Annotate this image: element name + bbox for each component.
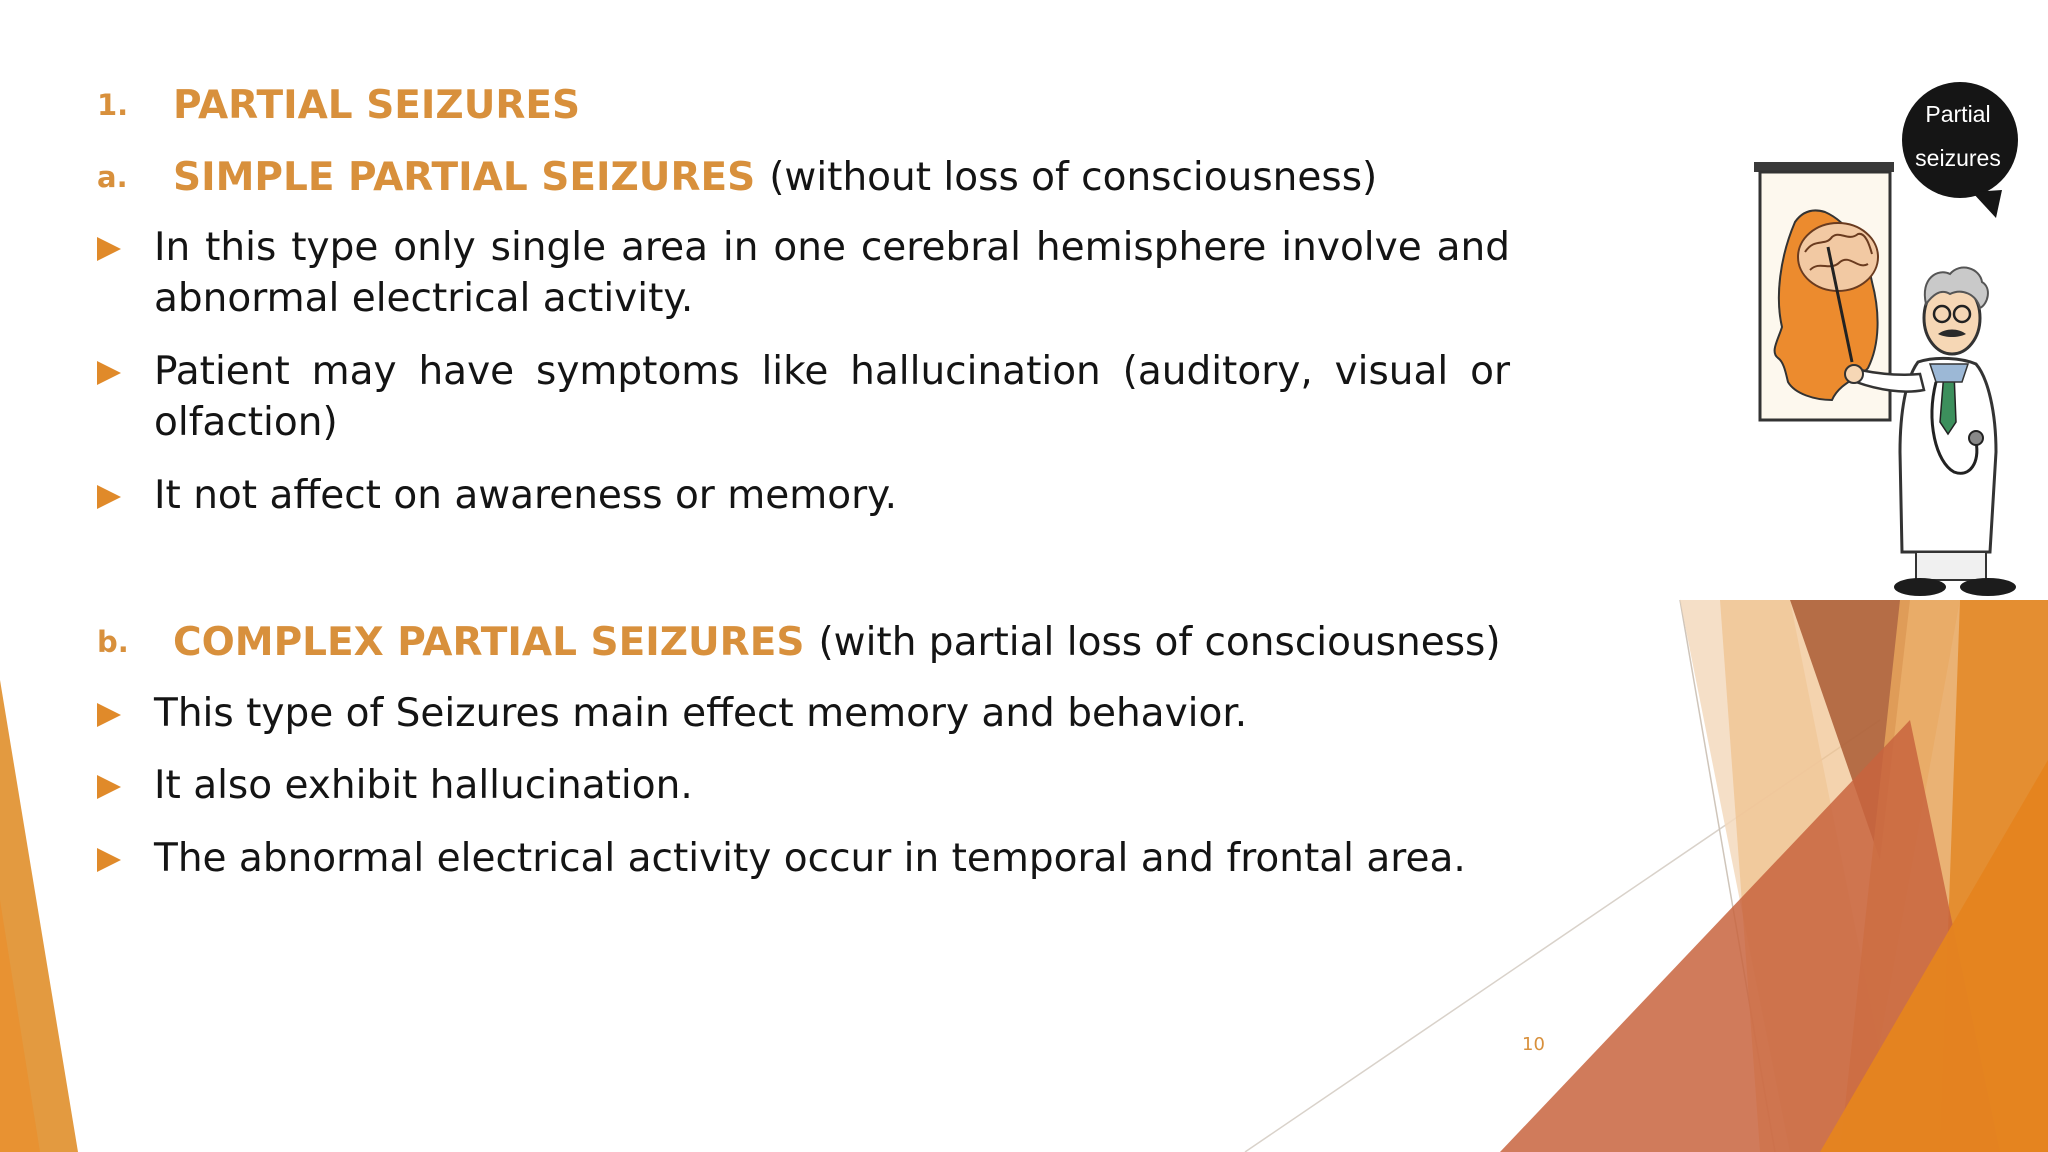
bullet-arrow-icon [97,848,121,872]
bullet-item [97,222,1510,324]
bullet-text: It not affect on awareness or memory. [154,473,898,518]
section-b-heading [97,612,1501,672]
bullet-item [97,688,1510,739]
stethoscope-head [1969,431,1983,445]
bullet-arrow-icon [97,703,121,727]
bullet-arrow-icon [97,361,121,385]
bullet-text: Patient may have symptoms like hallucination (auditory, visual or olfaction) [154,349,1510,445]
section-b-marker: b. [97,625,129,659]
brain-shape [1798,223,1878,291]
section-b-title: COMPLEX PARTIAL SEIZURES [173,619,805,665]
section-a-heading [97,147,1377,207]
bullet-item [97,833,1510,884]
doctor-shirt [1930,364,1968,382]
speech-bubble-text [1890,92,2026,180]
bullet-arrow-icon [97,775,121,799]
speech-bubble-line-1: Partial [1925,101,1991,127]
bullet-text: It also exhibit hallucination. [154,763,693,808]
bullet-arrow-icon [97,237,121,261]
section-1-heading [97,75,580,135]
bullet-text: In this type only single area in one cerebral hemisphere involve and abnormal electrical activity. [154,225,1510,321]
speech-bubble-tail [1972,190,2002,218]
page-number: 10 [1522,1034,1545,1055]
bullet-text: This type of Seizures main effect memory and behavior. [154,691,1248,736]
section-a-title: SIMPLE PARTIAL SEIZURES [173,154,756,200]
speech-bubble-line-2: seizures [1915,145,2001,171]
bullet-item [97,470,1510,521]
bullet-arrow-icon [97,485,121,509]
section-a-marker: a. [97,160,128,194]
bullet-item [97,760,1510,811]
section-1-title: PARTIAL SEIZURES [173,82,581,128]
bullet-item [97,346,1510,448]
doctor-legs [1916,552,1986,580]
doctor-shoe [1960,578,2016,596]
doctor-shoe [1894,578,1946,596]
section-b-note: (with partial loss of consciousness) [818,619,1501,665]
bullet-text: The abnormal electrical activity occur in temporal and frontal area. [154,836,1466,881]
doctor-hand [1845,365,1863,383]
section-1-marker: 1. [97,88,129,122]
section-a-note: (without loss of consciousness) [769,154,1378,200]
